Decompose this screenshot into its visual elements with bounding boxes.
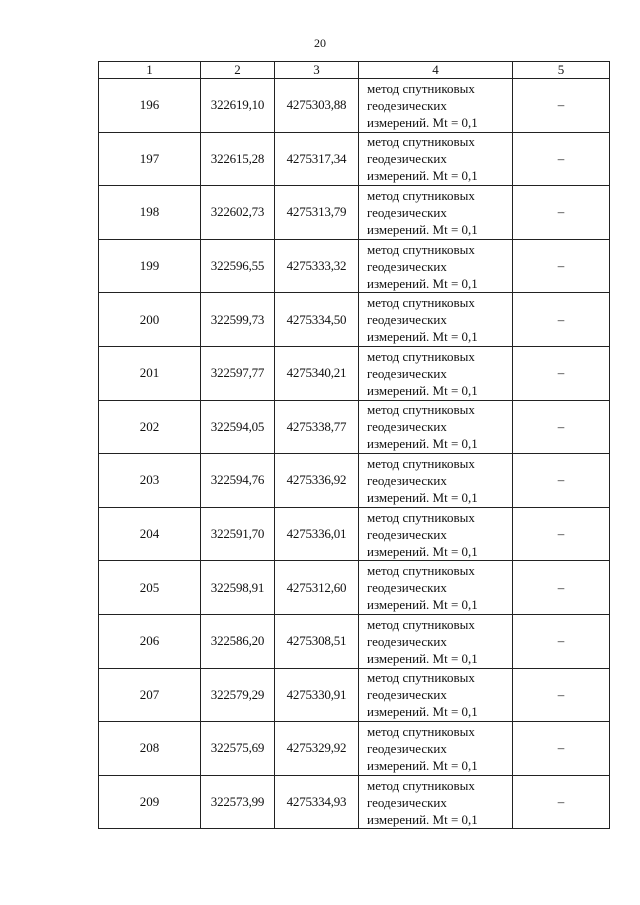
method-line: измерений. Mt = 0,1 <box>367 275 478 291</box>
point-number-cell: 205 <box>99 561 201 615</box>
method-line: измерений. Mt = 0,1 <box>367 168 478 184</box>
table-row <box>99 346 610 400</box>
coordinates-table <box>98 61 610 829</box>
table-row <box>99 79 610 133</box>
point-number-cell: 202 <box>99 400 201 454</box>
method-line: геодезических <box>367 633 447 649</box>
coordinate-y-cell: 4275334,50 <box>275 293 359 347</box>
coordinate-y-cell: 4275313,79 <box>275 186 359 240</box>
coordinate-y-cell: 4275336,92 <box>275 454 359 508</box>
coordinate-y-cell: 4275303,88 <box>275 79 359 133</box>
coordinate-x-cell: 322579,29 <box>201 668 275 722</box>
method-line: геодезических <box>367 419 447 435</box>
table-body <box>99 79 610 829</box>
point-number-cell: 209 <box>99 775 201 829</box>
method-cell <box>359 507 513 561</box>
column-header: 5 <box>513 62 610 79</box>
table-row <box>99 400 610 454</box>
coordinate-x-cell: 322586,20 <box>201 614 275 668</box>
note-cell: – <box>513 668 610 722</box>
coordinate-x-cell: 322619,10 <box>201 79 275 133</box>
method-cell <box>359 454 513 508</box>
coordinate-x-cell: 322597,77 <box>201 346 275 400</box>
column-header: 1 <box>99 62 201 79</box>
method-line: геодезических <box>367 580 447 596</box>
table-header-row <box>99 62 610 79</box>
table-row <box>99 454 610 508</box>
note-cell: – <box>513 614 610 668</box>
note-cell: – <box>513 722 610 776</box>
table-row <box>99 668 610 722</box>
point-number-cell: 208 <box>99 722 201 776</box>
method-line: метод спутниковых <box>367 295 475 311</box>
coordinate-y-cell: 4275334,93 <box>275 775 359 829</box>
method-line: измерений. Mt = 0,1 <box>367 704 478 720</box>
note-cell: – <box>513 507 610 561</box>
method-line: метод спутниковых <box>367 670 475 686</box>
method-cell <box>359 561 513 615</box>
method-line: геодезических <box>367 794 447 810</box>
method-cell <box>359 346 513 400</box>
point-number-cell: 200 <box>99 293 201 347</box>
method-line: метод спутниковых <box>367 134 475 150</box>
method-cell <box>359 186 513 240</box>
method-line: геодезических <box>367 740 447 756</box>
method-line: метод спутниковых <box>367 80 475 96</box>
coordinate-x-cell: 322599,73 <box>201 293 275 347</box>
coordinate-y-cell: 4275330,91 <box>275 668 359 722</box>
coordinate-x-cell: 322594,05 <box>201 400 275 454</box>
method-line: измерений. Mt = 0,1 <box>367 811 478 827</box>
note-cell: – <box>513 293 610 347</box>
column-header: 2 <box>201 62 275 79</box>
coordinate-y-cell: 4275312,60 <box>275 561 359 615</box>
table-row <box>99 186 610 240</box>
coordinate-x-cell: 322594,76 <box>201 454 275 508</box>
column-header: 3 <box>275 62 359 79</box>
table-row <box>99 614 610 668</box>
method-line: метод спутниковых <box>367 455 475 471</box>
coordinate-y-cell: 4275317,34 <box>275 132 359 186</box>
method-line: метод спутниковых <box>367 241 475 257</box>
point-number-cell: 203 <box>99 454 201 508</box>
method-line: геодезических <box>367 97 447 113</box>
note-cell: – <box>513 400 610 454</box>
table-row <box>99 561 610 615</box>
coordinate-y-cell: 4275338,77 <box>275 400 359 454</box>
table-row <box>99 775 610 829</box>
method-line: измерений. Mt = 0,1 <box>367 114 478 130</box>
method-line: метод спутниковых <box>367 563 475 579</box>
point-number-cell: 198 <box>99 186 201 240</box>
method-line: измерений. Mt = 0,1 <box>367 329 478 345</box>
method-cell <box>359 79 513 133</box>
method-line: геодезических <box>367 151 447 167</box>
point-number-cell: 197 <box>99 132 201 186</box>
coordinate-x-cell: 322573,99 <box>201 775 275 829</box>
note-cell: – <box>513 186 610 240</box>
method-line: геодезических <box>367 204 447 220</box>
method-line: измерений. Mt = 0,1 <box>367 382 478 398</box>
method-line: геодезических <box>367 258 447 274</box>
point-number-cell: 206 <box>99 614 201 668</box>
method-line: геодезических <box>367 472 447 488</box>
method-line: геодезических <box>367 526 447 542</box>
method-line: метод спутниковых <box>367 777 475 793</box>
table-row <box>99 293 610 347</box>
coordinate-x-cell: 322615,28 <box>201 132 275 186</box>
table-row <box>99 722 610 776</box>
method-cell <box>359 132 513 186</box>
coordinate-y-cell: 4275329,92 <box>275 722 359 776</box>
coordinate-x-cell: 322596,55 <box>201 239 275 293</box>
method-cell <box>359 293 513 347</box>
point-number-cell: 196 <box>99 79 201 133</box>
coordinate-y-cell: 4275308,51 <box>275 614 359 668</box>
note-cell: – <box>513 132 610 186</box>
method-line: геодезических <box>367 687 447 703</box>
method-line: геодезических <box>367 365 447 381</box>
note-cell: – <box>513 775 610 829</box>
method-line: измерений. Mt = 0,1 <box>367 757 478 773</box>
coordinate-x-cell: 322602,73 <box>201 186 275 240</box>
method-line: измерений. Mt = 0,1 <box>367 221 478 237</box>
method-line: метод спутниковых <box>367 187 475 203</box>
method-cell <box>359 722 513 776</box>
method-line: метод спутниковых <box>367 509 475 525</box>
method-line: метод спутниковых <box>367 402 475 418</box>
method-cell <box>359 614 513 668</box>
method-cell <box>359 775 513 829</box>
table-row <box>99 239 610 293</box>
point-number-cell: 207 <box>99 668 201 722</box>
point-number-cell: 204 <box>99 507 201 561</box>
coordinate-x-cell: 322575,69 <box>201 722 275 776</box>
coordinate-y-cell: 4275333,32 <box>275 239 359 293</box>
method-line: измерений. Mt = 0,1 <box>367 489 478 505</box>
coordinate-x-cell: 322598,91 <box>201 561 275 615</box>
method-cell <box>359 400 513 454</box>
note-cell: – <box>513 346 610 400</box>
page-number: 20 <box>314 36 326 50</box>
table-row <box>99 132 610 186</box>
column-header: 4 <box>359 62 513 79</box>
method-cell <box>359 668 513 722</box>
method-line: метод спутниковых <box>367 348 475 364</box>
method-line: измерений. Mt = 0,1 <box>367 543 478 559</box>
table-row <box>99 507 610 561</box>
coordinate-x-cell: 322591,70 <box>201 507 275 561</box>
note-cell: – <box>513 79 610 133</box>
method-line: геодезических <box>367 312 447 328</box>
point-number-cell: 199 <box>99 239 201 293</box>
note-cell: – <box>513 454 610 508</box>
method-line: метод спутниковых <box>367 723 475 739</box>
method-line: измерений. Mt = 0,1 <box>367 597 478 613</box>
method-cell <box>359 239 513 293</box>
note-cell: – <box>513 561 610 615</box>
method-line: измерений. Mt = 0,1 <box>367 436 478 452</box>
note-cell: – <box>513 239 610 293</box>
method-line: метод спутниковых <box>367 616 475 632</box>
coordinate-y-cell: 4275340,21 <box>275 346 359 400</box>
point-number-cell: 201 <box>99 346 201 400</box>
method-line: измерений. Mt = 0,1 <box>367 650 478 666</box>
coordinate-y-cell: 4275336,01 <box>275 507 359 561</box>
